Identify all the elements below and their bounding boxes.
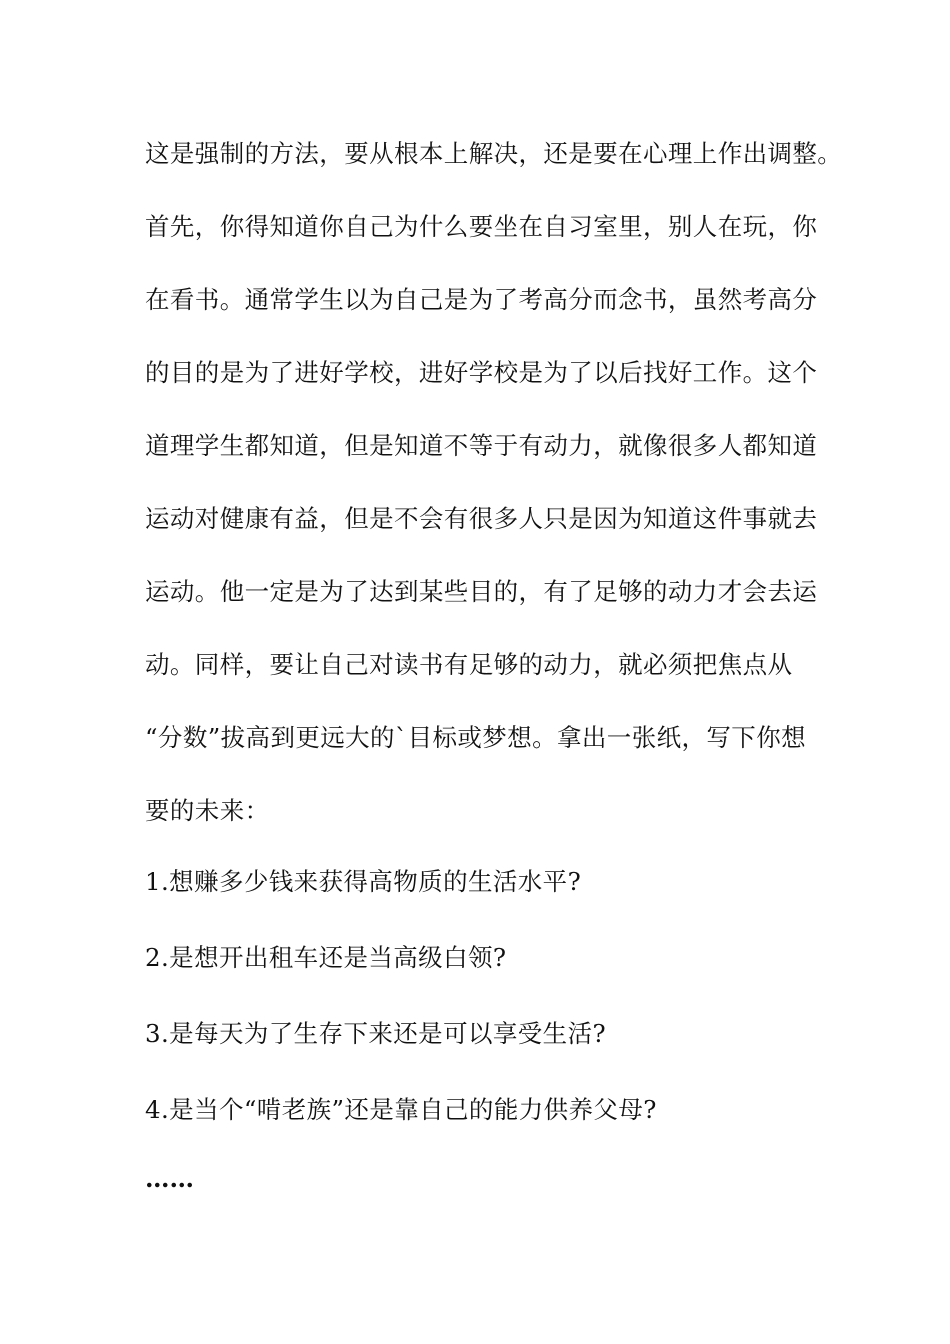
paragraph-line: 运动。他一定是为了达到某些目的，有了足够的动力才会去运	[145, 577, 818, 606]
list-item: 4.是当个“啃老族”还是靠自己的能力供养父母?	[145, 1095, 657, 1124]
list-item: 1.想赚多少钱来获得高物质的生活水平?	[145, 867, 582, 896]
paragraph-line: 动。同样，要让自己对读书有足够的动力，就必须把焦点从	[145, 650, 793, 679]
document-body	[145, 132, 843, 1204]
paragraph-line: 道理学生都知道，但是知道不等于有动力，就像很多人都知道	[145, 431, 818, 460]
paragraph-line: 首先，你得知道你自己为什么要坐在自习室里，别人在玩，你	[145, 212, 818, 241]
paragraph-line: 运动对健康有益，但是不会有很多人只是因为知道这件事就去	[145, 504, 818, 533]
ellipsis-text: ……	[145, 1164, 194, 1193]
list-item: 3.是每天为了生存下来还是可以享受生活?	[145, 1019, 607, 1048]
list-item: 2.是想开出租车还是当高级白领?	[145, 943, 507, 972]
paragraph-line: 在看书。通常学生以为自己是为了考高分而念书，虽然考高分	[145, 285, 818, 314]
paragraph-line: 的目的是为了进好学校，进好学校是为了以后找好工作。这个	[145, 358, 818, 387]
paragraph-line: “分数”拔高到更远大的`目标或梦想。拿出一张纸，写下你想	[145, 723, 806, 752]
paragraph-line: 这是强制的方法，要从根本上解决，还是要在心理上作出调整。	[145, 139, 843, 168]
paragraph-line: 要的未来：	[145, 796, 270, 825]
